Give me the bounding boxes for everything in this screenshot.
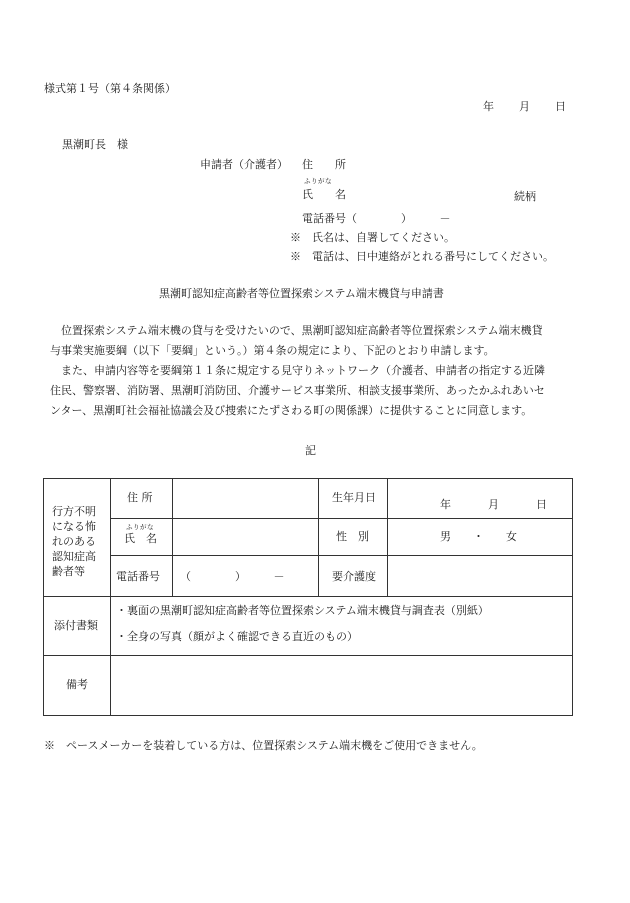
applicant-furigana: ふりがな <box>304 177 332 185</box>
table-col-divider <box>387 478 388 596</box>
applicant-phone-label: 電話番号（ ） － <box>302 212 451 225</box>
body-p2-line1: また、申請内容等を要綱第１１条に規定する見守りネットワーク（介護者、申請者の指定する近隣 <box>61 364 545 377</box>
applicant-name-label: 氏 名 <box>302 188 346 201</box>
sex-label: 性 別 <box>336 530 369 543</box>
birthdate-label: 生年月日 <box>332 491 376 504</box>
applicant-note-phone: ※ 電話は、日中連絡がとれる番号にしてください。 <box>290 250 554 263</box>
body-p2-line3: ンター、黒潮町社会福祉協議会及び捜索にたずさわる町の関係課）に提供することに同意します。 <box>50 404 533 417</box>
person-header-line: 齢者等 <box>52 565 85 578</box>
person-header-line: 行方不明 <box>52 505 96 518</box>
table-col-divider <box>318 478 319 596</box>
date-month: 月 <box>519 100 530 113</box>
attachments-label: 添付書類 <box>54 619 98 632</box>
body-p1-line1: 位置探索システム端末機の貸与を受けたいので、黒潮町認知症高齢者等位置探索システム端末機貸 <box>61 324 543 337</box>
addressee: 黒潮町長 様 <box>62 138 128 151</box>
info-table <box>43 478 573 716</box>
ki-mark: 記 <box>305 444 316 457</box>
table-row-divider <box>110 555 573 556</box>
person-address-label: 住 所 <box>127 491 153 504</box>
remarks-label: 備考 <box>66 678 88 691</box>
sex-value: 男 ・ 女 <box>440 530 517 543</box>
attachment-item: ・全身の写真（顔がよく確認できる直近のもの） <box>116 630 358 643</box>
body-p2-line2: 住民、警察署、消防署、黒潮町消防団、介護サービス事業所、相談支援事業所、あったかふれあいセ <box>50 384 545 397</box>
form-id: 様式第１号（第４条関係） <box>44 82 176 95</box>
birthdate-month: 月 <box>488 498 499 511</box>
table-col-divider <box>110 478 111 716</box>
person-phone-value: （ ） － <box>180 570 285 583</box>
care-level-label: 要介護度 <box>332 570 376 583</box>
person-header-line: れのある <box>52 535 96 548</box>
applicant-note-signature: ※ 氏名は、自署してください。 <box>290 231 455 244</box>
attachment-item: ・裏面の黒潮町認知症高齢者等位置探索システム端末機貸与調査表（別紙） <box>116 604 489 617</box>
date-day: 日 <box>555 100 566 113</box>
person-name-label: 氏 名 <box>124 532 157 545</box>
applicant-relation-label: 続柄 <box>514 190 536 203</box>
date-year: 年 <box>483 100 494 113</box>
table-row-divider <box>43 655 573 656</box>
table-row-divider <box>43 596 573 597</box>
person-header-line: になる怖 <box>52 520 96 533</box>
document-title: 黒潮町認知症高齢者等位置探索システム端末機貸与申請書 <box>159 287 444 300</box>
birthdate-year: 年 <box>440 498 451 511</box>
person-phone-label: 電話番号 <box>116 570 160 583</box>
person-header-line: 認知症高 <box>52 550 96 563</box>
birthdate-day: 日 <box>536 498 547 511</box>
table-row-divider <box>110 518 573 519</box>
body-p1-line2: 与事業実施要綱（以下「要綱」という。）第４条の規定により、下記のとおり申請します。 <box>50 344 495 357</box>
applicant-label: 申請者（介護者） <box>200 158 288 171</box>
table-col-divider <box>172 478 173 596</box>
person-name-furigana: ふりがな <box>126 523 154 531</box>
applicant-address-label: 住 所 <box>302 158 346 171</box>
pacemaker-note: ※ ペースメーカーを装着している方は、位置探索システム端末機をご使用できません。 <box>44 739 483 752</box>
